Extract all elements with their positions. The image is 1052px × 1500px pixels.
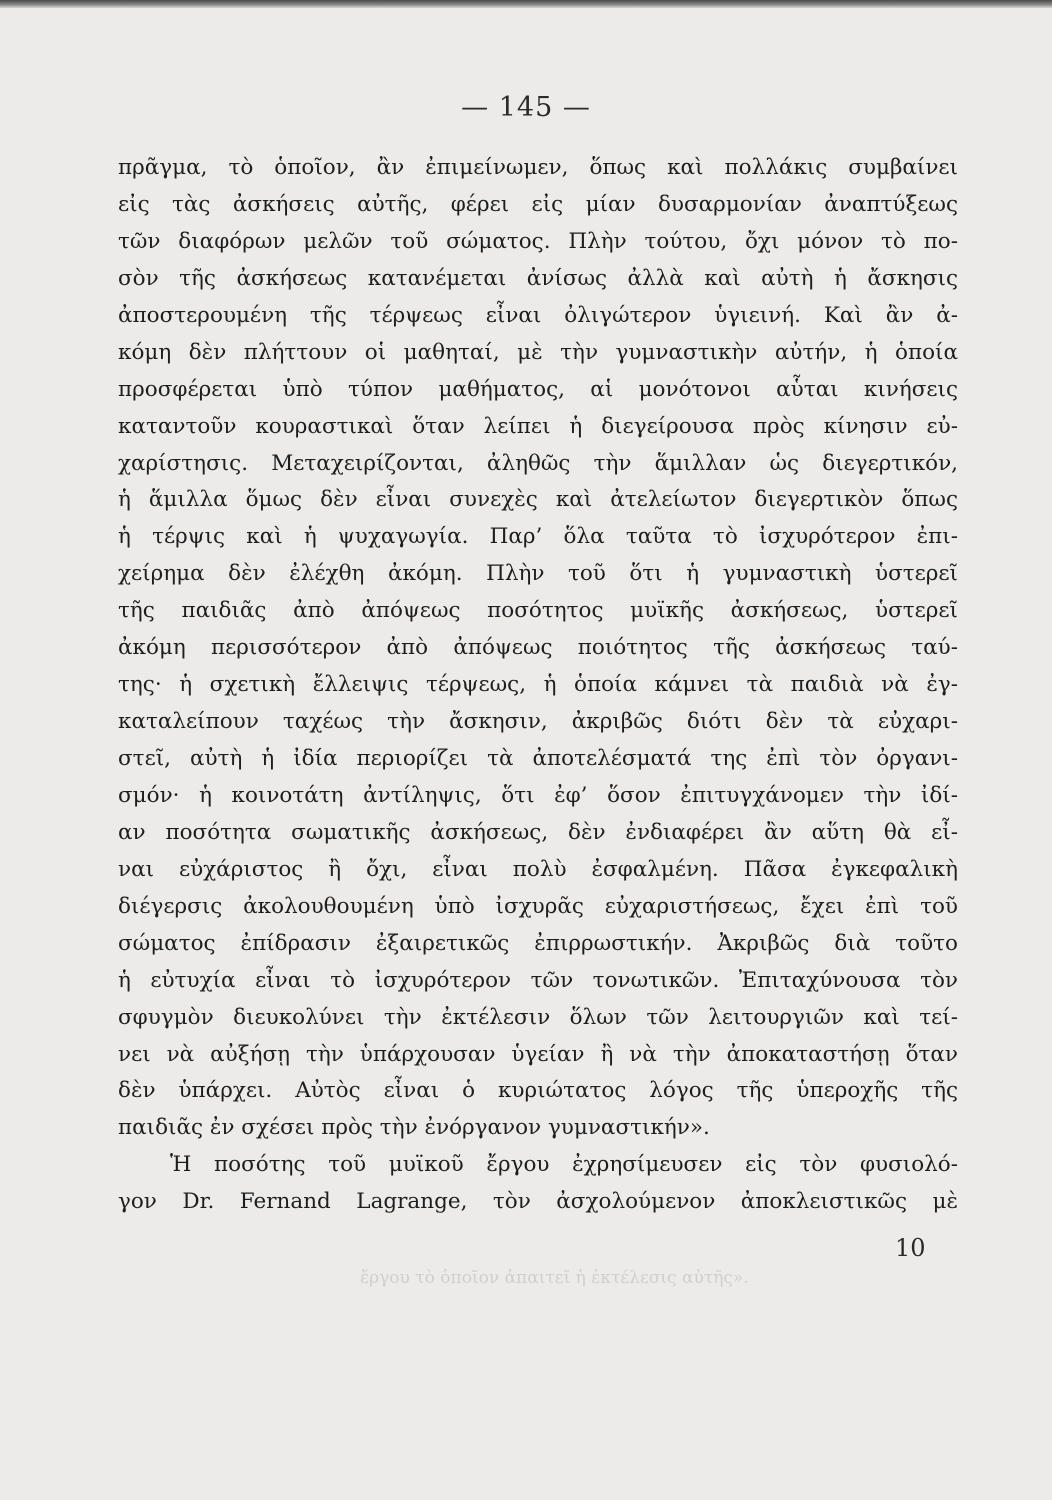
scan-top-edge — [0, 0, 1052, 8]
text-line: ἀποστερουμένη τῆς τέρψεως εἶναι ὀλιγώτερον ὑγιεινή. Καὶ ἂν ἀ- — [118, 302, 958, 328]
text-line: νει νὰ αὐξήσῃ τὴν ὑπάρχουσαν ὑγείαν ἢ νὰ τὴν ἀποκαταστήσῃ ὅταν — [118, 1041, 958, 1067]
text-line: εἰς τὰς ἀσκήσεις αὐτῆς, φέρει εἰς μίαν δυσαρμονίαν ἀναπτύξεως — [118, 191, 958, 217]
bleed-through-text: ἔργου τὸ ὁποῖον ἀπαιτεῖ ἡ ἐκτέλεσις αὐτῆς». — [360, 1268, 749, 1288]
text-line: Ἡ ποσότης τοῦ μυϊκοῦ ἔργου ἐχρησίμευσεν εἰς τὸν φυσιολό- — [170, 1152, 958, 1178]
text-line: τῆς παιδιᾶς ἀπὸ ἀπόψεως ποσότητος μυϊκῆς ἀσκήσεως, ὑστερεῖ — [118, 598, 958, 624]
body-text — [118, 150, 958, 1221]
page-number: — 145 — — [461, 92, 591, 123]
text-line: στεῖ, αὐτὴ ἡ ἰδία περιορίζει τὰ ἀποτελέσματά της ἐπὶ τὸν ὀργανι- — [118, 746, 958, 771]
text-line: τῶν διαφόρων μελῶν τοῦ σώματος. Πλὴν τούτου, ὄχι μόνον τὸ πο- — [118, 228, 958, 254]
text-line: σμόν· ἡ κοινοτάτη ἀντίληψις, ὅτι ἐφ’ ὅσον ἐπιτυγχάνομεν τὴν ἰδί- — [118, 782, 958, 808]
text-line: ἡ τέρψις καὶ ἡ ψυχαγωγία. Παρ’ ὅλα ταῦτα τὸ ἰσχυρότερον ἐπι- — [118, 524, 958, 550]
text-line: παιδιᾶς ἐν σχέσει πρὸς τὴν ἐνόργανον γυμναστικήν». — [118, 1115, 710, 1141]
text-line: ναι εὐχάριστος ἢ ὄχι, εἶναι πολὺ ἐσφαλμένη. Πᾶσα ἐγκεφαλικὴ — [118, 856, 958, 882]
text-line: χαρίστησις. Μεταχειρίζονται, ἀληθῶς τὴν ἅμιλλαν ὡς διεγερτικόν, — [118, 450, 958, 476]
text-line: προσφέρεται ὑπὸ τύπον μαθήματος, αἱ μονότονοι αὗται κινήσεις — [118, 376, 958, 402]
text-line: σώματος ἐπίδρασιν ἐξαιρετικῶς ἐπιρρωστικήν. Ἀκριβῶς διὰ τοῦτο — [118, 930, 958, 956]
text-line: της· ἡ σχετικὴ ἔλλειψις τέρψεως, ἡ ὁποία κάμνει τὰ παιδιὰ νὰ ἐγ- — [118, 672, 958, 698]
text-line: δὲν ὑπάρχει. Αὐτὸς εἶναι ὁ κυριώτατος λόγος τῆς ὑπεροχῆς τῆς — [118, 1078, 958, 1104]
text-line: χείρημα δὲν ἐλέχθη ἀκόμη. Πλὴν τοῦ ὅτι ἡ γυμναστικὴ ὑστερεῖ — [118, 561, 958, 587]
text-line: κόμη δὲν πλήττουν οἱ μαθηταί, μὲ τὴν γυμναστικὴν αὐτήν, ἡ ὁποία — [118, 339, 958, 365]
printer-signature-mark: 10 — [895, 1234, 926, 1262]
text-line: καταντοῦν κουραστικαὶ ὅταν λείπει ἡ διεγείρουσα πρὸς κίνησιν εὐ- — [118, 413, 958, 439]
text-line: ἡ ἅμιλλα ὅμως δὲν εἶναι συνεχὲς καὶ ἀτελείωτον διεγερτικὸν ὅπως — [118, 487, 958, 513]
text-line: πρᾶγμα, τὸ ὁποῖον, ἂν ἐπιμείνωμεν, ὅπως καὶ πολλάκις συμβαίνει — [118, 155, 958, 180]
text-line: αν ποσότητα σωματικῆς ἀσκήσεως, δὲν ἐνδιαφέρει ἂν αὕτη θὰ εἶ- — [118, 819, 958, 845]
text-line: ἀκόμη περισσότερον ἀπὸ ἀπόψεως ποιότητος τῆς ἀσκήσεως ταύ- — [118, 635, 958, 661]
text-line: γον Dr. Fernand Lagrange, τὸν ἀσχολούμενον ἀποκλειστικῶς μὲ — [118, 1189, 958, 1215]
text-line: διέγερσις ἀκολουθουμένη ὑπὸ ἰσχυρᾶς εὐχαριστήσεως, ἔχει ἐπὶ τοῦ — [118, 893, 958, 919]
text-line: σὸν τῆς ἀσκήσεως κατανέμεται ἀνίσως ἀλλὰ καὶ αὐτὴ ἡ ἄσκησις — [118, 265, 958, 291]
text-line: καταλείπουν ταχέως τὴν ἄσκησιν, ἀκριβῶς διότι δὲν τὰ εὐχαρι- — [118, 709, 958, 735]
text-line: ἡ εὐτυχία εἶναι τὸ ἰσχυρότερον τῶν τονωτικῶν. Ἐπιταχύνουσα τὸν — [118, 967, 958, 993]
text-line: σφυγμὸν διευκολύνει τὴν ἐκτέλεσιν ὅλων τῶν λειτουργιῶν καὶ τεί- — [118, 1004, 958, 1030]
